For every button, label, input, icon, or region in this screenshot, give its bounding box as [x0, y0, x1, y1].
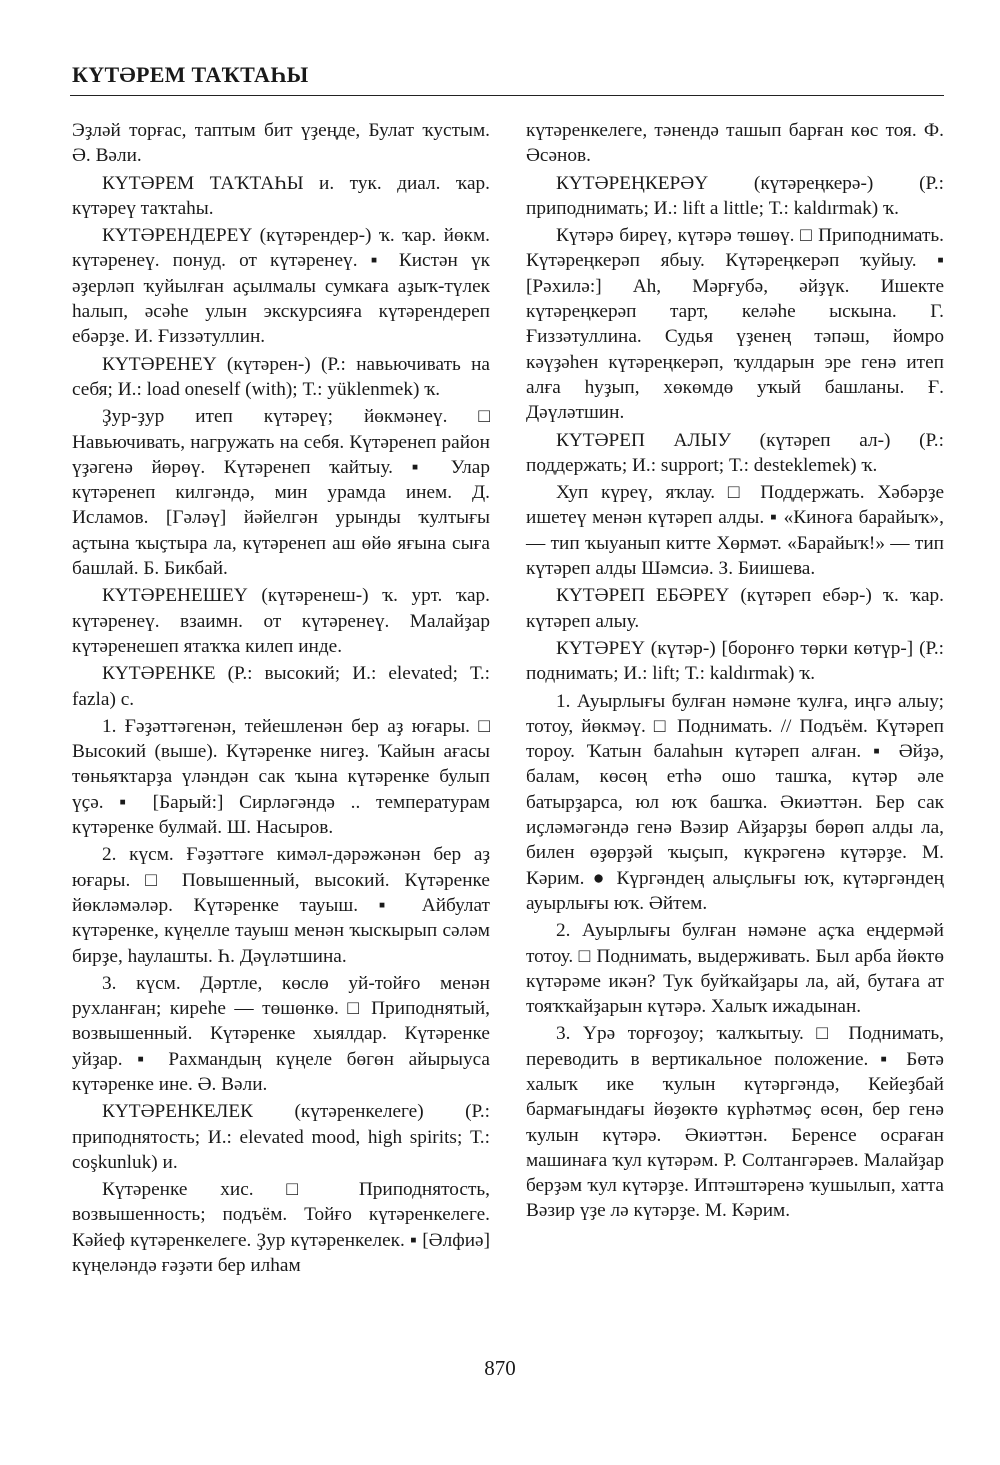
entry-paragraph: 3. Үрә торғоҙоу; ҡалҡытыу. □ Поднимать, переводить в вертикальное положение. ▪ Бөтә халыҡ ике ҡулын күтәргәндә, Кейеҙбай бармағындағы йөҙөктө күрһәтмәҫ өсөн, бер генә ҡулын күтәрә. Әкиәттән. Беренсе осраған машинаға ҡул күтәрәм. Р. Солтангәрәев. Малайҙар берҙәм ҡул күтәрҙе. Иптәштәренә ҡушылып, хатта Вәзир үҙе лә күтәрҙе. М. Кәрим.	[526, 1023, 944, 1222]
entry-paragraph: КҮТӘРЕНЕҮ (күтәрен-) (Р.: навьючивать на себя; И.: load oneself (with); Т.: yüklenmek) ҡ.	[72, 353, 490, 400]
entry-paragraph: КҮТӘРЕНДЕРЕҮ (күтәрендер-) ҡ. ҡар. йөкм. күтәренеү. понуд. от күтәренеү. ▪ Кистән үк әҙерләп ҡуйылған аҫылмалы сумкаға аҙыҡ-түлек һалып, әсәһе улын экскурсияға күтәрендереп ебәрҙе. И. Ғиззәтуллин.	[72, 225, 490, 348]
entry-paragraph: КҮТӘРЕП АЛЫУ (күтәреп ал-) (Р.: поддержать; И.: support; Т.: desteklemek) ҡ.	[526, 429, 944, 476]
page-number: 870	[484, 1356, 516, 1380]
entry-paragraph: 1. Ауырлығы булған нәмәне ҡулға, иңгә алыу; тотоу, йөкмәү. □ Поднимать. // Подъём. Күтәреп тороу. Ҡатын балаһын күтәреп алған. ▪ Әйҙә, балам, көсөң етһә ошо ташҡа, күтәр әле батырҙарса, юл юҡ башҡа. Әкиәттән. Бер сак иҫләмәгәндә генә Вәзир Айҙарҙы бөрөп алды ла, билен өҙөрҙәй ҡыҫып, күкрәгенә күтәрҙе. М. Кәрим. ● Күргәндең алыҫлығы юҡ, күтәргәндең ауырлығы юҡ. Әйтем.	[526, 690, 944, 914]
entry-paragraph: 1. Ғәҙәттәгенән, тейешленән бер аҙ юғары. □ Высокий (выше). Күтәренке нигеҙ. Ҡайын ағасы төньяҡтарҙа үләндән сак ҡына күтәренке булып үҫә. ▪ [Барый:] Сирләгәндә .. температурам күтәренке булмай. Ш. Насыров.	[72, 715, 490, 839]
entry-paragraph: Ҙур-ҙур итеп күтәреү; йөкмәнеү. □ Навьючивать, нагружать на себя. Күтәренеп район үҙәгенә йөрөү. Күтәренеп ҡайтыу. ▪ Улар күтәренеп килгәндә, мин урамда инем. Д. Исламов. [Гәләү] йәйелгән урынды ҡултығы аҫтына ҡыҫтыра ла, күтәренеп аш өйө яғына сыға башлай. Б. Бикбай.	[72, 406, 490, 580]
entry-paragraph: Хуп күреү, яҡлау. □ Поддержать. Хәбәрҙе ишетеү менән күтәреп алды. ▪ «Киноға барайыҡ», — тип ҡыуанып китте Хөрмәт. «Барайыҡ!» — тип күтәреп алды Шәмсиә. З. Биишева.	[526, 482, 944, 580]
entry-paragraph: КҮТӘРЕП ЕБӘРЕҮ (күтәреп ебәр-) ҡ. ҡар. күтәреп алыу.	[526, 585, 944, 632]
entry-paragraph: КҮТӘРЕНЕШЕҮ (күтәренеш-) ҡ. урт. ҡар. күтәренеү. взаимн. от күтәренеү. Малайҙар күтәренешеп ятаҡҡа килеп инде.	[72, 585, 490, 657]
entry-paragraph: 2. Ауырлығы булған нәмәне аҫҡа еңдермәй тотоу. □ Поднимать, выдерживать. Был арба йөктө күтәрәме икән? Тук буйҡайҙары ла, ай, бутаға ат тояҡҡайҙарын күтәрә. Халыҡ ижадынан.	[526, 920, 944, 1018]
entry-paragraph: КҮТӘРЕНКЕЛЕК (күтәренкелеге) (Р.: приподнятость; И.: elevated mood, high spirits; Т.: coşkunluk) и.	[72, 1101, 490, 1173]
entry-paragraph: Эҙләй торғас, таптым бит үҙеңде, Булат ҡустым. Ә. Вәли.	[72, 120, 490, 167]
right-column	[526, 118, 944, 1226]
entry-paragraph: КҮТӘРЕҢКЕРӘҮ (күтәреңкерә-) (Р.: приподнимать; И.: lift a little; Т.: kaldırmak) ҡ.	[526, 172, 944, 219]
entry-paragraph: КҮТӘРЕҮ (күтәр-) [боронғо төрки көтүр-] (Р.: поднимать; И.: lift; Т.: kaldırmak) ҡ.	[526, 637, 944, 685]
entry-paragraph: Күтәрә биреү, күтәрә төшөү. □ Приподнимать. Күтәреңкерәп ябыу. Күтәреңкерәп ҡуйыу. ▪ [Рәхилә:] Аһ, Мәрғубә, әйҙүк. Ишекте күтәреңкерәп тарт, келәһе ыскына. Г. Ғиззәтуллина. Судья үҙенең тәпәш, йомро кәүҙәһен күтәреңкерәп, ҡулдарын эре генә итеп алға һуҙып, хөкөмдө уҡый башланы. Ғ. Дәүләтшин.	[526, 225, 944, 424]
entry-paragraph: Күтәренке хис. □ Приподнятость, возвышенность; подъём. Тойғо күтәренкелеге. Кәйеф күтәренкелеге. Ҙур күтәренкелек. ▪ [Әлфиә] күңеләндә ғәҙәти бер илһам	[72, 1179, 490, 1277]
left-column	[72, 118, 490, 1280]
entry-paragraph: күтәренкелеге, тәнендә ташып барған көс тоя. Ф. Әсәнов.	[526, 120, 944, 167]
entry-paragraph: 3. күсм. Дәртле, көслө уй-тойғо менән рухланған; киреһе — төшөнкө. □ Приподнятый, возвышенный. Күтәренке хыялдар. Күтәренке уйҙар. ▪ Рахмандың күңеле бөгөн айырыуса күтәренке ине. Ә. Вәли.	[72, 972, 490, 1095]
running-head: КҮТӘРЕМ ТАҠТАҺЫ	[72, 62, 309, 87]
header-rule	[70, 95, 944, 96]
entry-paragraph: КҮТӘРЕНКЕ (Р.: высокий; И.: elevated; Т.: fazla) с.	[72, 663, 490, 710]
entry-paragraph: 2. күсм. Ғәҙәттәге кимәл-дәрәжәнән бер аҙ юғары. □ Повышенный, высокий. Күтәренке йөкләмәләр. Күтәренке тауыш. ▪ Айбулат күтәренке, күңелле тауыш менән ҡыскырып сәләм бирҙе, һаулашты. Һ. Дәүләтшина.	[72, 844, 490, 967]
entry-paragraph: КҮТӘРЕМ ТАҠТАҺЫ и. тук. диал. ҡар. күтәреү таҡтаһы.	[72, 172, 490, 219]
